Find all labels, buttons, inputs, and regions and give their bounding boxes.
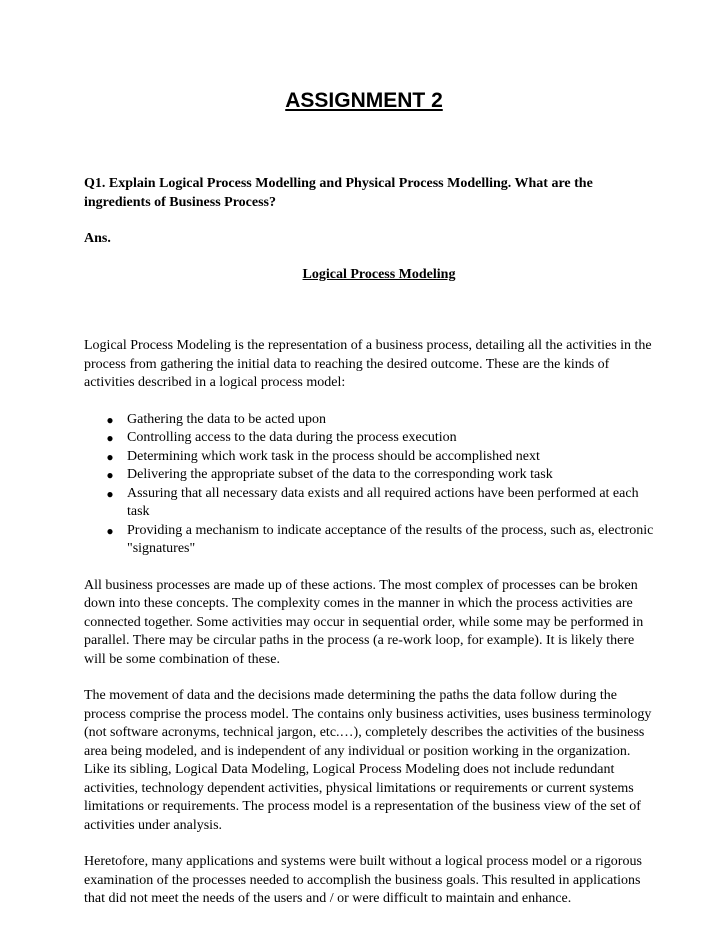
intro-paragraph: Logical Process Modeling is the representation of a business process, detailing all the activities in the process from gathering the initial data to reaching the desired outcome. These are the kinds of activities described in a logical process model: [84, 338, 652, 390]
bullet-icon: ● [106, 431, 114, 445]
body-paragraph: The movement of data and the decisions made determining the paths the data follow during the process comprise the process model. The contains only business activities, uses business terminology (not software acronyms, technical jargon, etc.…), completely describes the activities of the business area being modeled, and is independent of any individual or position working in the organization. Like its sibling, Logical Data Modeling, Logical Process Modeling does not include redundant activities, technology dependent activities, physical limitations or requirements or current systems limitations or requirements. The process model is a representation of the business view of the set of activities under analysis. [84, 688, 652, 833]
list-item: ● Gathering the data to be acted upon [127, 411, 654, 430]
list-item: ● Determining which work task in the process should be accomplished next [127, 448, 654, 467]
answer-label: Ans. [84, 231, 111, 246]
bullet-icon: ● [106, 449, 114, 464]
bullet-icon: ● [106, 468, 114, 482]
document-body [84, 175, 654, 927]
bullet-icon: ● [106, 412, 114, 427]
body-paragraph: Heretofore, many applications and systems were built without a logical process model or a rigorous examination of the processes needed to accomplish the business goals. This resulted in applications that did not meet the needs of the users and / or were difficult to maintain and enhance. [84, 854, 642, 906]
section-subheading: Logical Process Modeling [302, 266, 456, 282]
list-item: ● Delivering the appropriate subset of the data to the corresponding work task [127, 466, 654, 485]
bullet-icon: ● [106, 523, 114, 538]
activity-bullet-list [84, 411, 654, 559]
list-item: ● Assuring that all necessary data exists and all required actions have been performed at each task [106, 485, 639, 519]
page-title: ASSIGNMENT 2 [285, 89, 443, 112]
list-item: ● Controlling access to the data during the process execution [127, 429, 654, 448]
body-paragraph: All business processes are made up of these actions. The most complex of processes can be broken down into these concepts. The complexity comes in the manner in which the process activities are connected together. Some activities may occur in sequential order, while some may be performed in parallel. There may be circular paths in the process (a re-work loop, for example). It is likely there will be some combination of these. [84, 577, 644, 667]
list-item: ● Providing a mechanism to indicate acceptance of the results of the process, such as, electronic "signatures" [106, 522, 654, 556]
question-text: Q1. Explain Logical Process Modelling and Physical Process Modelling. What are the ingredients of Business Process? [84, 176, 593, 210]
bullet-icon: ● [106, 486, 114, 501]
